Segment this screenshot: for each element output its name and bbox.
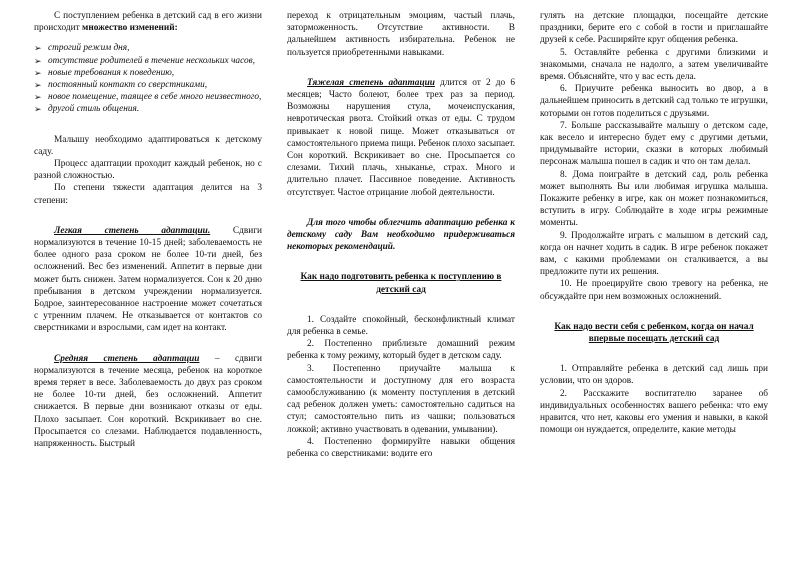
medium-adaptation-paragraph: Средняя степень адаптации – сдвиги нормализуются в течение месяца, ребенок на короткое время теряет в весе. Заболеваемость до двух раз сроком не более 10-ти дней, без осложнений. Аппетит снижается. В первые дни возникают отказы от еды. Плохо засыпает. Сон короткий. Вскрикивает во сне. Просыпается со слезами. Наблюдается подавленность, напряженность. Быстрый [34, 353, 262, 450]
intro-bold-phrase: множество изменений: [82, 23, 178, 34]
heavy-adaptation-title: Тяжелая степень адаптации [307, 77, 435, 88]
prep-item: 2. Постепенно приблизьте домашний режим ребенка к тому режиму, который будет в детском саду. [287, 339, 515, 362]
behave-item: 1. Отправляйте ребенка в детский сад лишь при условии, что он здоров. [540, 364, 768, 387]
column-3 [540, 10, 768, 437]
medium-continuation: переход к отрицательным эмоциям, частый плачь, заторможенность. Отсутствие активности. В дальнейшем активность избирательна. Ребенок не пользуется приобретенными навыками. [287, 11, 515, 58]
column-2 [287, 10, 515, 460]
heavy-adaptation-paragraph: Тяжелая степень адаптации длится от 2 до 6 месяцев; Часто болеют, более трех раз за период. Возможны нарушения стула, мочеиспускания, невротическая рвота. Стойкий отказ от еды. С трудом привыкает к новой пище. Может отказываться от самостоятельного приема пищи. Ребенок плохо засыпает. Сон короткий. Вскрикивает во сне. Просыпается со слезами. Тихий плачь, хныканье, страх. Много и длительно плачет. Пассивное поведение. Активность отсутствует. Частое отрицание любой деятельности. [287, 77, 515, 198]
arrow-bullet-icon: ➢ [34, 80, 42, 91]
list-item: ➢ постоянный контакт со сверстниками, [34, 80, 208, 91]
prep-item: 5. Оставляйте ребенка с другими близкими и знакомыми, сначала не надолго, а затем увеличивайте время. Объясняйте, что у вас есть дела. [540, 47, 768, 83]
prep-item: 3. Постепенно приучайте малыша к самостоятельности и доступному для его возраста самообслуживанию (к моменту поступления в детский сад ребенок должен уметь: самостоятельно садиться на стул; самостоятельно пить из чашки; пользоваться ложкой; активно участвовать в одевании, умывании). [287, 363, 515, 435]
advice-intro: Для того чтобы облегчить адаптацию ребенка к детскому саду Вам необходимо придерживаться некоторых рекомендаций. [287, 217, 515, 253]
list-item: ➢ отсутствие родителей в течение нескольких часов, [34, 55, 255, 66]
arrow-bullet-icon: ➢ [34, 67, 42, 78]
arrow-bullet-icon: ➢ [34, 104, 42, 115]
item4-continuation: гулять на детские площадки, посещайте детские праздники, берите его с собой в гости и приглашайте друзей к себе. Расширяйте круг общения ребенка. [540, 11, 768, 46]
medium-adaptation-title: Средняя степень адаптации [54, 353, 200, 364]
prep-item: 7. Больше рассказывайте малышу о детском саде, как весело и интересно будет ему с другими детьми, придумывайте истории, сказки в которых любимый персонаж малыша пошел в садик и что он там делал. [540, 120, 768, 168]
prep-item: 6. Приучите ребенка выносить во двор, а в дальнейшем приносить в детский сад только те игрушки, которыми он готов поделиться с друзьями. [540, 84, 768, 119]
list-item: ➢ новые требования к поведению, [34, 67, 175, 78]
light-adaptation-title: Легкая степень адаптации. [54, 225, 211, 236]
prep-item: 9. Продолжайте играть с малышом в детский сад, когда он начнет ходить в садик. В игре ребенок покажет вам, с какими проблемами он сталкивается, а вы предложите пути их решения. [540, 230, 768, 278]
column-1 [34, 10, 262, 450]
arrow-bullet-icon: ➢ [34, 92, 42, 103]
behave-heading: Как надо вести себя с ребенком, когда он начал впервые посещать детский сад [554, 321, 754, 345]
light-adaptation-paragraph: Легкая степень адаптации. Сдвиги нормализуются в течение 10-15 дней; заболеваемость не более одного раза сроком не более 10-ти дней, без осложнений. Вес без изменений. Аппетит в первые дни может быть снижен. Затем нормализуется. Сон к 20 дню пребывания в детском учреждении нормализуется. Бодрое, заинтересованное настроение может сочетаться с утренним плачем. Не отказывается от контактов со сверстниками и взрослыми, сам идет на контакт. [34, 225, 262, 334]
prep-item: 8. Дома поиграйте в детский сад, роль ребенка может выполнять Вы или любимая игрушка малыша. Покажите ребенку в игре, как он может познакомиться, вступить в игру. Соблюдайте в ходе игры режимные моменты. [540, 169, 768, 229]
prep-item: 10. Не проецируйте свою тревогу на ребенка, не обсуждайте при нем возможных осложнений. [540, 279, 768, 302]
list-item: ➢ другой стиль общения. [34, 104, 140, 115]
arrow-bullet-icon: ➢ [34, 43, 42, 54]
adapt-paragraph: Малышу необходимо адаптироваться к детскому саду. [34, 134, 262, 157]
arrow-bullet-icon: ➢ [34, 55, 42, 66]
behave-item: 2. Расскажите воспитателю заранее об индивидуальных особенностях вашего ребенка: что ему нравится, что нет, каковы его умения и навыки, в какой помощи он нуждается, определите, какие методы [540, 388, 768, 436]
intro-paragraph: С поступлением ребенка в детский сад в его жизни происходит множество изменений: [34, 11, 262, 34]
prep-item: 4. Постепенно формируйте навыки общения ребенка со сверстниками: водите его [287, 436, 515, 460]
stages-paragraph: По степени тяжести адаптация делится на 3 степени: [34, 183, 262, 206]
list-item: ➢ строгий режим дня, [34, 43, 130, 54]
list-item: ➢ новое помещение, таящее в себе много неизвестного, [34, 92, 262, 103]
process-paragraph: Процесс адаптации проходит каждый ребенок, но с разной сложностью. [34, 159, 262, 182]
prep-item: 1. Создайте спокойный, бесконфликтный климат для ребенка в семье. [287, 314, 515, 338]
changes-list [34, 42, 262, 115]
prep-heading: Как надо подготовить ребенка к поступлению в детский сад [300, 272, 502, 295]
